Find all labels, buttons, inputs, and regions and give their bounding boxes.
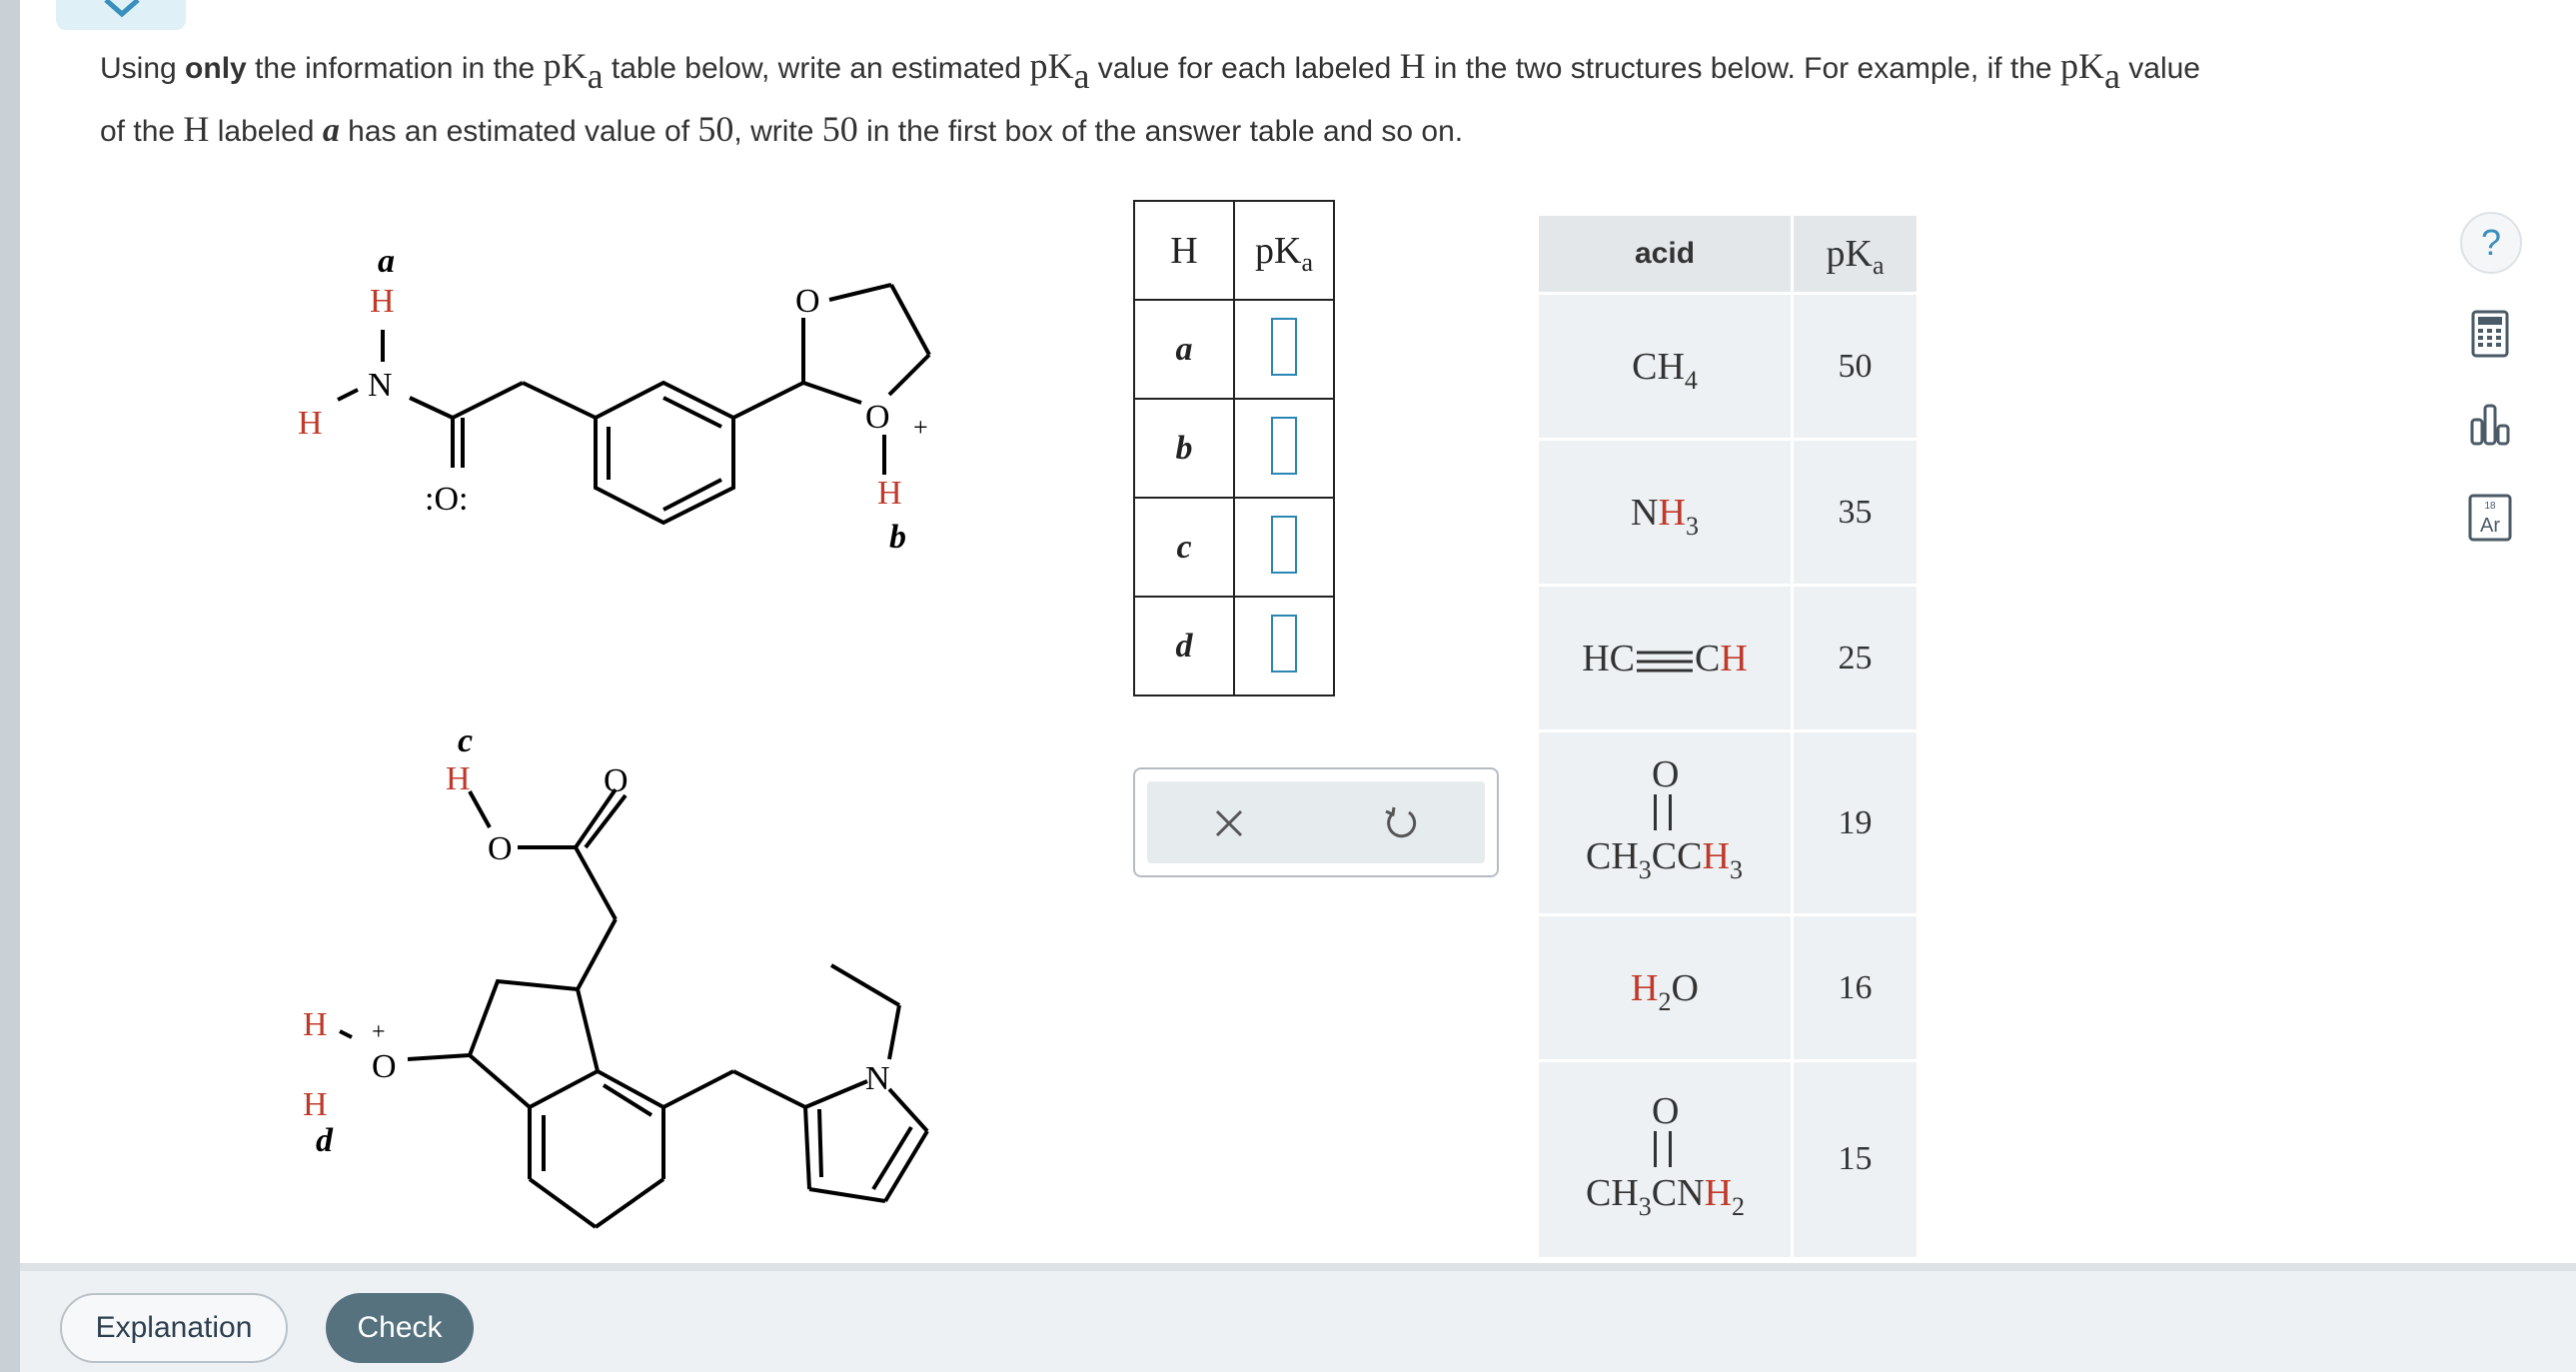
atom-h-c: H [446,760,471,797]
atom-h-d1: H [303,1006,328,1043]
clear-icon[interactable] [1207,801,1251,845]
acid-formula-h2o: $H_2O$ [1539,915,1793,1061]
pka-input-d[interactable] [1271,615,1297,673]
undo-icon[interactable] [1379,801,1423,845]
acid-pka: 19 [1793,731,1918,915]
atom-h-a: H [370,283,395,320]
answer-action-box [1133,767,1499,877]
answer-row-label: c [1134,498,1234,597]
atom-o-plus: O [865,399,890,436]
acid-formula-acetone: O $CH_3CCH_3$ [1539,731,1793,915]
acid-pka: 50 [1793,294,1918,440]
acid-row-acetamide [1539,1061,1917,1257]
acid-formula-ch4: $CH_4$ [1539,294,1793,440]
atom-o-ring: O [795,283,820,320]
answer-col-pka: $pK_a$ [1234,201,1334,300]
answer-row-a [1134,300,1334,399]
check-button[interactable]: Check [326,1293,474,1363]
label-b: b [889,519,906,556]
atom-o-plus-2: O [372,1048,397,1085]
acid-pka: 25 [1793,586,1918,731]
answer-row-label: b [1134,399,1234,498]
calculator-icon[interactable] [2460,304,2520,364]
svg-text:18: 18 [2484,501,2496,512]
svg-text:+: + [372,1019,386,1045]
label-d: d [316,1122,333,1159]
atom-n: N [368,367,393,404]
acid-col-header: acid [1539,216,1793,294]
molecule-structures [0,0,1129,1259]
acid-row-acetylene [1539,586,1917,731]
structure-2-labels [303,722,890,1159]
answer-row-label: d [1134,597,1234,695]
svg-text:Ar: Ar [2480,515,2500,537]
atom-h-b: H [877,475,902,512]
footer-bar [20,1263,2576,1372]
atom-o-carbonyl: :O: [425,481,469,518]
svg-text:+: + [913,413,928,442]
pka-col-header: $pK_a$ [1793,216,1918,294]
pka-input-c[interactable] [1271,516,1297,574]
pka-input-b[interactable] [1271,417,1297,475]
answer-row-b [1134,399,1334,498]
atom-n-pyrrole: N [865,1060,890,1097]
acid-pka: 16 [1793,915,1918,1061]
answer-col-h: H [1134,201,1234,300]
action-bar [1147,781,1485,863]
acid-formula-nh3: $NH_3$ [1539,440,1793,586]
acid-row-acetone [1539,731,1917,915]
answer-row-label: a [1134,300,1234,399]
acid-row-ammonia [1539,440,1917,586]
acid-formula-acetylene: HC CH [1539,586,1793,731]
atom-o-hydroxyl: O [488,830,513,867]
explanation-button[interactable]: Explanation [60,1293,288,1363]
periodic-table-icon[interactable] [2460,488,2520,548]
label-a: a [378,243,395,280]
atom-o-carbonyl-2: O [604,762,629,799]
question-instructions: Using only the information in the $pK_a$ table below, write an estimated $pK_a$ value for each labeled H in the two structures below. For example, if the $pK_a$ value of the H labeled a has an estimated value of 50, write 50 in the first box of the answer table and so on. [100,46,2200,149]
label-c: c [458,722,474,759]
structure-1-labels [298,243,928,556]
help-icon[interactable]: ? [2460,212,2522,274]
answer-table [1133,200,1335,696]
acid-row-methane [1539,294,1917,440]
pka-input-a[interactable] [1271,318,1297,376]
atom-h-d2: H [303,1086,328,1123]
pka-reference-table [1539,216,1917,1263]
atom-h-n: H [298,405,323,442]
chart-icon[interactable] [2460,396,2520,456]
answer-row-d [1134,597,1334,695]
acid-formula-acetamide: O $CH_3CNH_2$ [1539,1061,1793,1257]
acid-pka: 15 [1793,1061,1918,1257]
answer-row-c [1134,498,1334,597]
structure-2 [340,789,927,1227]
acid-row-water [1539,915,1917,1061]
acid-pka: 35 [1793,440,1918,586]
